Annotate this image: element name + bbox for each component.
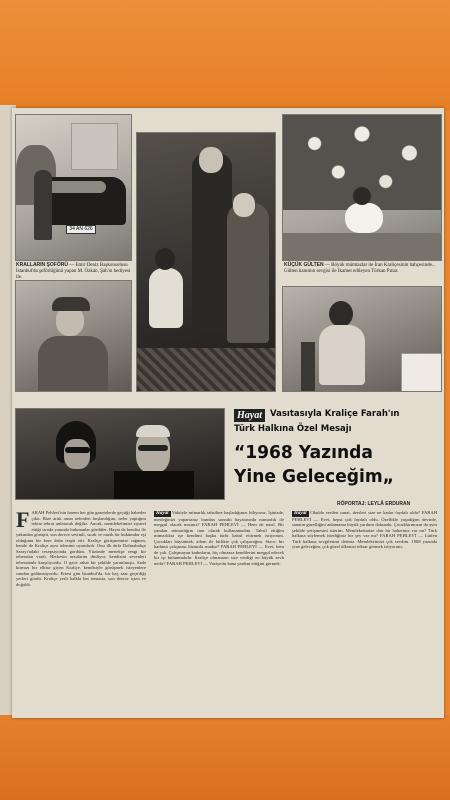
grass-shape: [283, 233, 441, 260]
byline: RÖPORTAJ: LEYLÂ ERDURAN: [337, 501, 411, 507]
photo-royal-couple: [136, 132, 276, 392]
headline-line-1: “1968 Yazında: [234, 442, 373, 463]
shah-hair-shape: [136, 425, 170, 437]
woman-head-shape: [233, 193, 255, 217]
subtitle-line-1: Vasıtasıyla Kraliçe Farah'ın: [270, 409, 400, 419]
building-shape: [71, 123, 118, 170]
man-head-shape: [199, 147, 223, 173]
hayat-mini-logo: Hayat: [156, 511, 169, 516]
girl-head-shape: [353, 187, 371, 205]
orange-background-top: [0, 0, 450, 110]
woman-seated-body-shape: [319, 325, 365, 385]
girl-shape: [345, 203, 383, 233]
man-shape: [192, 153, 232, 333]
table-shape: [401, 353, 442, 392]
child-shape: [149, 268, 183, 328]
woman-seated-head-shape: [329, 301, 353, 327]
article-column-3: Hayat Okulda verilen sanat, dersleri size ne kadar faydalı oldu? FARAH PEHLEVİ — Evet, hepsi çok faydalı oldu. Özellikle yaşadığım devirde, sanatın güzelliğini anlamama büyük yardımı dokundu. Çocuklarımızın da aynı şekilde yetişmesini isterim. Memleketimize dair bir haberiniz var mı? Türk halkına söylemek istediğiniz bir şey var mı? FARAH PEHLEVİ — Lütfen Türk halkına sevgilerimi iletiniz. Memleketinizi çok sevdim. 1968 yazında yine geleceğim, çok güzel ülkenizi tekrar görmek istiyorum.: [292, 510, 437, 549]
photo-chauffeur: [15, 280, 132, 392]
queen-face-shape: [64, 439, 90, 469]
hayat-mini-logo: Hayat: [294, 511, 307, 516]
hayat-logo: Hayat: [234, 409, 265, 422]
subtitle-line-2: Türk Halkına Özel Mesajı: [234, 424, 352, 434]
photo-queen-shah: [15, 408, 225, 500]
child-head-shape: [155, 248, 175, 270]
woman-shape: [227, 203, 269, 343]
body-shape: [38, 336, 108, 391]
photo-car: [15, 114, 132, 261]
sunglasses-shape: [65, 447, 90, 453]
article-column-2: Hayat Vaktiyle mimarlık tahsiline başladığınızı biliyoruz. İşinizde, mesleğinizi yaparsanız bundan sonraki hayatınızda mimarlık ile meşgul olacak mısınız? FARAH PEHLEVİ — Hem de nasıl. Bir yandan mimarlığım tam olarak kullanamadım. Tahsil ettiğim mimarlıkta işe kendimi başka türlü kabul ettirmek istiyorum. Çocukları büyütmek, ailem ile birlikte çok çalışacağım. Sizce, bir kadının çalışması lüzumlu mudur? FARAH PEHLEVİ — Evet, hem de çok. Çalışmayan kadınların, hiç olmazsa kendilerini meşgul edecek bir işi bulunmalıdır. Kraliçe olmanızın size verdiği en büyük zevk nedir? FARAH PEHLEVİ — Vaziyetin bana yardım ettiğini görmek.: [154, 510, 284, 566]
drop-cap: F: [16, 510, 30, 532]
chair-shape: [301, 342, 315, 391]
magazine-page: [12, 108, 444, 718]
orange-background-bottom: [0, 715, 450, 800]
license-plate-shape: 34 AN 626: [66, 225, 96, 234]
caption-car: KRALLARIN ŞOFÖRÜ — Emir Deniz Başkonsolosu İstanbul'da şoförlüğünü yapan M. Özkan, Şah'ın hediyesi ile.: [16, 262, 131, 280]
photo-girl-garden: [282, 114, 442, 261]
shah-glasses-shape: [138, 445, 168, 451]
shah-face-shape: [136, 431, 170, 473]
suit-shape: [114, 471, 194, 499]
photo-woman-seated: [282, 286, 442, 392]
carpet-shape: [137, 348, 275, 391]
headline-line-2: Yine Geleceğim„: [234, 466, 394, 487]
article-column-1: FARAH Pehlevi'nin harem her gün gazetelerde geçtiği haberler çıktı. Bize artık onun nelerden hoşlandığını, neler yaptığını tekrar tekrar anlatacak değiliz. Ancak, memleketimizi ziyaret ettiği sırada yanında bulunanlar gördüler. Hayat da kendisi ile yakından görüştü, son derece sevimli, sıcak ve nazik bir hükümdar eşi olduğunu bir kere daha tespit etti. Kraliçe görüşmemize rağmen, bende de Kraliçe aynı izlenimi uyandırdı. Onu ilk defa Dolmabahçe Sarayı'ndaki resepsiyonda gördüm. Yüzünde menekşe rengi bir tebessüm vardı. Herkesin arzularını dinliyor, kendisini sevenleri tebessümle karşılıyordu. O gece rahat bir şekilde yaratılmıştı. Sade kırmızı bir elbise giyen Kraliçe, kendisiyle görüşmek isteyenlere candan gülümsüyordu. Ertesi gün İstanbul'da, bir kaç saat geçirdiği yerleri gördü. Kraliçe yerli halkla her temasta, son derece içten ve doğaldı.: [16, 510, 146, 587]
car-window-shape: [46, 181, 106, 193]
cap-shape: [52, 297, 90, 311]
caption-garden: KÜÇÜK GÜLTEN — Böyük mümtazlar ile İran Kraliçesinin bahçesinde... Gülten hanımın sevgisi ile İkamet edileyen Türkan Pınar.: [284, 262, 436, 274]
chauffeur-shape: [34, 170, 52, 240]
